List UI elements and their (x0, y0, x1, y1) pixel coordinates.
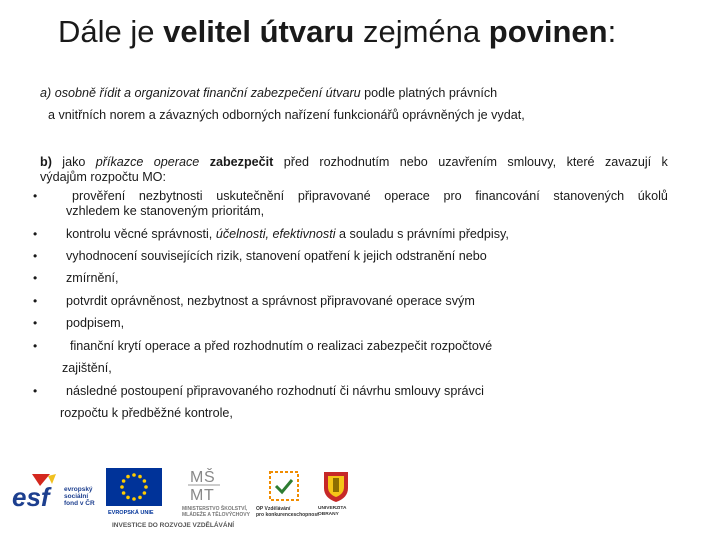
word: nezbytnosti (138, 189, 203, 203)
esf-caption-line: fond v ČR (64, 500, 95, 507)
para-a-italic: a) osobně řídit a organizovat finanční zabezpečení útvaru (40, 86, 361, 100)
slide-title (58, 14, 616, 50)
bullet-icon: • (33, 249, 38, 263)
word: úkolů (637, 189, 668, 203)
para-a-rest: podle platných právních (360, 86, 498, 100)
bullet-icon: • (33, 294, 38, 308)
eu-logo (106, 468, 162, 518)
title-part: Dále je (58, 14, 164, 49)
msmt-caption-line: MINISTERSTVO ŠKOLSTVÍ, (182, 506, 248, 512)
esf-logo (12, 468, 102, 518)
word: uskutečnění (216, 189, 285, 203)
title-part: zejména (354, 14, 489, 49)
bullet-icon: • (33, 271, 38, 285)
esf-caption-line: evropský (64, 486, 93, 493)
word: příkazce (95, 155, 144, 169)
investice-caption: INVESTICE DO ROZVOJE VZDĚLÁVÁNÍ (112, 522, 235, 529)
word: financování (475, 189, 540, 203)
word: operace (153, 155, 200, 169)
msmt-logo-graphic (180, 466, 256, 504)
bullet-1-line-2: vzhledem ke stanoveným prioritám, (66, 204, 265, 218)
bullet-8-line-1: následné postoupení připravovaného rozhodnutí či návrhu smlouvy správci (66, 384, 484, 398)
eu-caption: EVROPSKÁ UNIE (108, 510, 154, 516)
word: připravované (297, 189, 371, 203)
title-bold-2: povinen (488, 14, 608, 49)
bullet-3: vyhodnocení souvisejících rizik, stanovení opatření k jejich odstranění nebo (66, 249, 487, 263)
svg-text:M: M (190, 487, 204, 504)
esf-logo-text: esf (12, 482, 50, 512)
title-bold-1: velitel útvaru (163, 14, 355, 49)
bullet-7-line-1: finanční krytí operace a před rozhodnutím o realizaci zabezpečit rozpočtové (70, 339, 493, 353)
word: nebo (399, 155, 428, 169)
para-a-line-1 (40, 86, 497, 101)
bullet-2-post: a souladu s právními předpisy, (335, 227, 509, 241)
bullet-icon: • (33, 316, 38, 330)
msmt-logo (180, 466, 256, 520)
svg-text:Š: Š (204, 469, 215, 486)
eu-flag-icon (106, 468, 162, 506)
bullet-2-pre: kontrolu věcné správnosti, (66, 227, 216, 241)
bullet-icon: • (33, 227, 38, 241)
para-a-line-2: a vnitřních norem a závazných odborných nařízení funkcionářů oprávněných je vydat, (48, 108, 525, 122)
para-b-line-2: výdajům rozpočtu MO: (40, 170, 166, 184)
bullet-6: podpisem, (66, 316, 125, 330)
op-vk-logo-graphic (256, 468, 312, 506)
univ-caption (318, 506, 346, 518)
word: operace (384, 189, 430, 203)
bullet-2-italic: účelnosti, efektivnosti (215, 227, 336, 241)
word: rozhodnutím (319, 155, 390, 169)
bullet-icon: • (33, 189, 38, 203)
title-part: : (607, 14, 617, 49)
univ-caption-line: OBRANY (318, 512, 339, 517)
op-vk-caption-line: pro konkurenceschopnost (256, 512, 319, 518)
word: b) (40, 155, 52, 169)
word: jako (62, 155, 86, 169)
op-vk-caption (256, 506, 319, 518)
univ-caption-line: UNIVERZITA (318, 506, 347, 511)
word: smlouvy, (507, 155, 557, 169)
univerzita-obrany-logo (318, 468, 358, 520)
word: které (566, 155, 595, 169)
word: zabezpečit (209, 155, 274, 169)
esf-caption-line: sociální (64, 493, 89, 500)
university-crest-icon (318, 468, 354, 504)
esf-caption (64, 486, 95, 507)
word: prověření (72, 189, 126, 203)
word: před (283, 155, 309, 169)
op-vk-logo (256, 468, 319, 520)
svg-text:T: T (204, 487, 214, 504)
msmt-caption (182, 506, 250, 518)
word: stanovených (553, 189, 625, 203)
logo-strip (0, 458, 720, 540)
para-b-line-1 (40, 155, 668, 170)
bullet-2 (66, 227, 509, 242)
bullet-5: potvrdit oprávněnost, nezbytnost a správnost připravované operace svým (66, 294, 475, 308)
word: pro (443, 189, 462, 203)
bullet-1-line-1 (72, 189, 668, 204)
word: zavazují (604, 155, 652, 169)
msmt-caption-line: MLÁDEŽE A TĚLOVÝCHOVY (182, 512, 250, 518)
bullet-7-line-2: zajištění, (62, 361, 112, 375)
op-vk-caption-line: OP Vzdělávání (256, 506, 291, 512)
bullet-4: zmírnění, (66, 271, 119, 285)
svg-text:M: M (190, 469, 204, 486)
bullet-icon: • (33, 339, 38, 353)
bullet-icon: • (33, 384, 38, 398)
bullet-8-line-2: rozpočtu k předběžné kontrole, (60, 406, 233, 420)
word: k (661, 155, 668, 169)
word: uzavřením (438, 155, 498, 169)
